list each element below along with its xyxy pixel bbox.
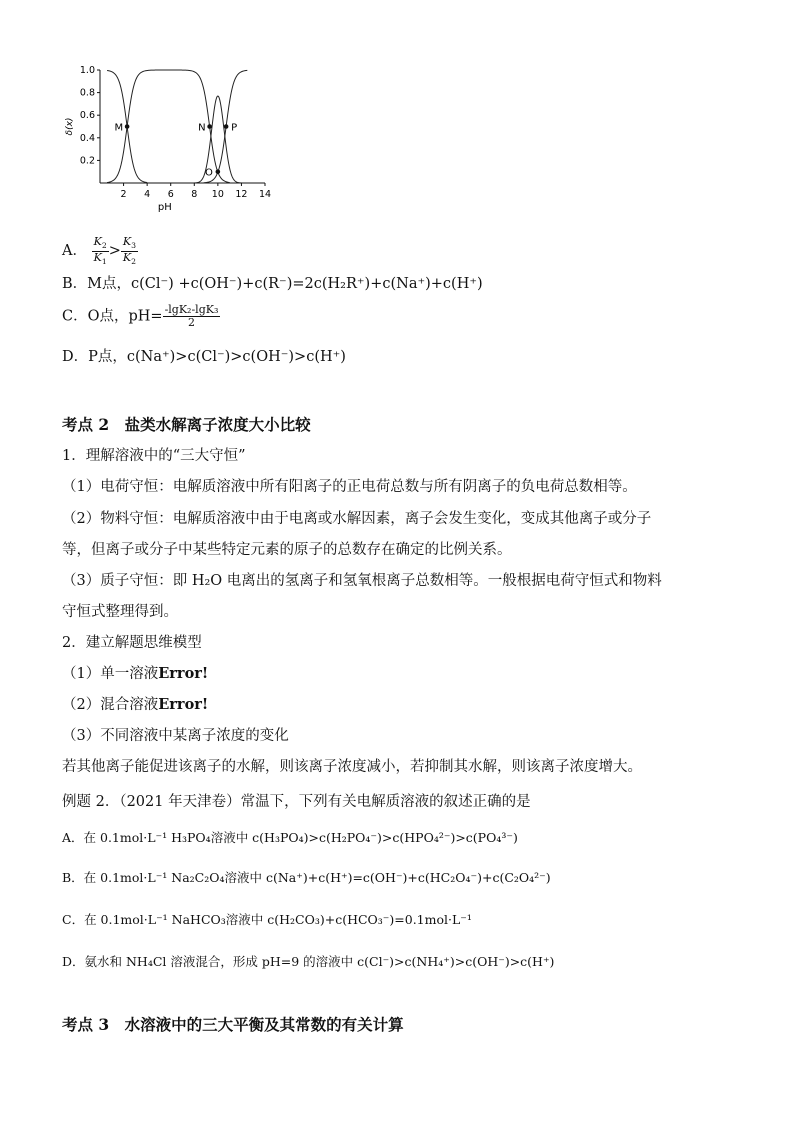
k-sub: 2	[131, 256, 136, 266]
k-symbol: K	[122, 250, 132, 264]
x-tick-label: 14	[258, 189, 272, 200]
x-tick-label: 12	[235, 189, 248, 200]
x-axis-label: pH	[157, 202, 172, 213]
example-question: 例题 2．（2021 年天津卷）常温下，下列有关电解质溶液的叙述正确的是	[62, 794, 531, 810]
x-tick-label: 2	[120, 189, 127, 200]
option-a-label: A．	[62, 243, 87, 260]
paragraph: （3）质子守恒：即 H₂O 电离出的氢离子和氢氧根离子总数相等。一般根据电荷守恒式和物料	[62, 573, 662, 589]
fraction-denominator: 2	[187, 316, 195, 330]
paragraph: 1．理解溶液中的“三大守恒”	[62, 448, 246, 464]
y-tick-label: 0.6	[79, 110, 95, 122]
option-d	[62, 345, 346, 366]
option-a	[62, 236, 138, 266]
option-b	[62, 272, 483, 293]
fraction-k2-k1	[92, 236, 109, 266]
example-option-b: B．在 0.1mol·L⁻¹ Na₂C₂O₄溶液中 c(Na⁺)+c(H⁺)=c(OH⁻)+c(HC₂O₄⁻)+c(C₂O₄²⁻)	[62, 870, 551, 885]
y-axis-label: δ(x)	[65, 117, 75, 136]
paragraph: 2．建立解题思维模型	[62, 635, 202, 651]
paragraph: （3）不同溶液中某离子浓度的变化	[62, 728, 289, 744]
k-sub: 2	[101, 241, 107, 251]
option-d-text: c(Na⁺)>c(Cl⁻)>c(OH⁻)>c(H⁺)	[126, 349, 346, 365]
k-symbol: K	[93, 235, 102, 248]
mixed-solution-label: （2）混合溶液	[62, 697, 159, 713]
paragraph: 若其他离子能促进该离子的水解，则该离子浓度减小，若抑制其水解，则该离子浓度增大。	[62, 759, 642, 775]
example-option-c: C．在 0.1mol·L⁻¹ NaHCO₃溶液中 c(H₂CO₃)+c(HCO₃⁻)=0.1mol·L⁻¹	[62, 912, 472, 927]
k-sub: 1	[101, 256, 107, 266]
option-d-label: D．P点，	[62, 349, 127, 365]
paragraph	[62, 662, 208, 683]
gt-sign: >	[108, 243, 121, 260]
y-tick-label: 0.4	[79, 132, 95, 144]
point-label-m: M	[114, 122, 124, 134]
point-m	[125, 124, 130, 129]
point-label-n: N	[198, 122, 206, 134]
y-tick-label: 0.8	[79, 87, 95, 99]
point-p	[224, 124, 229, 129]
fraction-lgk	[163, 304, 221, 329]
single-solution-label: （1）单一溶液	[62, 666, 159, 682]
option-b-label: B．M点，	[62, 276, 132, 292]
chart-ticks	[80, 65, 271, 200]
error-text: Error!	[158, 665, 209, 682]
paragraph: （2）物料守恒：电解质溶液中由于电离或水解因素，离子会发生变化，变成其他离子或分子	[62, 511, 652, 527]
section-3-title: 考点 3 水溶液中的三大平衡及其常数的有关计算	[62, 1015, 404, 1034]
point-n	[207, 124, 212, 129]
paragraph: （1）电荷守恒：电解质溶液中所有阳离子的正电荷总数与所有阴离子的负电荷总数相等。	[62, 479, 637, 495]
x-tick-label: 8	[191, 189, 198, 200]
distribution-chart	[60, 58, 280, 218]
y-tick-label: 0.2	[79, 155, 95, 167]
x-tick-label: 10	[211, 189, 224, 200]
k-sub: 3	[131, 241, 136, 251]
option-b-text: c(Cl⁻) +c(OH⁻)+c(R⁻)=2c(H₂R⁺)+c(Na⁺)+c(H⁺)	[131, 276, 483, 292]
y-tick-label: 1.0	[79, 65, 95, 76]
chart-points	[114, 123, 237, 179]
paragraph: 等，但离子或分子中某些特定元素的原子的总数存在确定的比例关系。	[62, 542, 512, 558]
option-c-label: C．O点，	[62, 308, 129, 325]
option-c	[62, 304, 220, 329]
error-text: Error!	[158, 696, 209, 713]
option-c-pre: pH=	[128, 308, 163, 325]
point-label-o: O	[204, 167, 213, 179]
x-tick-label: 4	[144, 189, 151, 200]
k-symbol: K	[93, 250, 102, 264]
point-label-p: P	[231, 122, 238, 134]
fraction-numerator: -lgK₂-lgK₃	[164, 303, 219, 316]
fraction-k3-k2	[121, 236, 138, 266]
section-2-title: 考点 2 盐类水解离子浓度大小比较	[62, 415, 311, 434]
example-option-a: A．在 0.1mol·L⁻¹ H₃PO₄溶液中 c(H₃PO₄)>c(H₂PO₄⁻)>c(HPO₄²⁻)>c(PO₄³⁻)	[62, 830, 518, 845]
point-o	[216, 169, 221, 174]
paragraph: 守恒式整理得到。	[62, 604, 178, 620]
example-option-d: D．氨水和 NH₄Cl 溶液混合，形成 pH=9 的溶液中 c(Cl⁻)>c(NH₄⁺)>c(OH⁻)>c(H⁺)	[62, 954, 555, 969]
k-symbol: K	[122, 235, 132, 248]
paragraph	[62, 693, 208, 714]
x-tick-label: 6	[167, 189, 174, 200]
